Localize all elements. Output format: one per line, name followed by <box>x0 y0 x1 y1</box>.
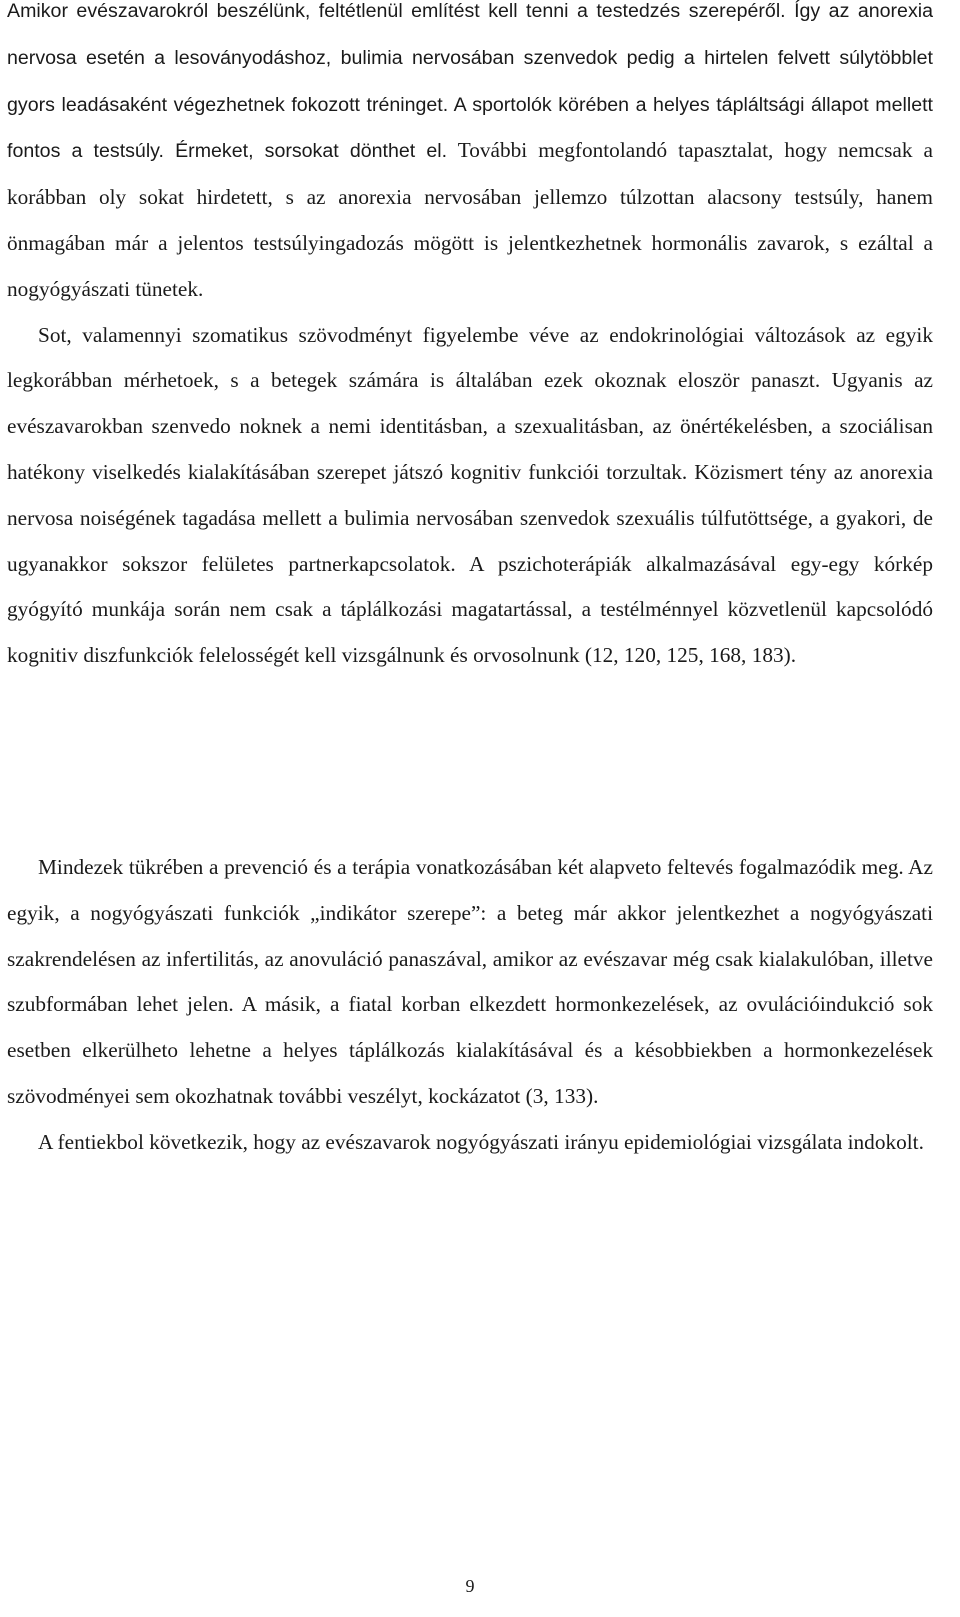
paragraph-exercise <box>7 0 933 313</box>
paragraph-prevention: Mindezek tükrében a prevenció és a terápia vonatkozásában két alapveto feltevés fogalmazódik meg. Az egyik, a nogyógyászati funkciók „indikátor szerepe”: a beteg már akkor jelentkezhet a nogyógyászati szakrendelésen az infertilitás, az anovuláció panaszával, amikor az evészavar még csak kialakulóban, illetve szubformában lehet jelen. A másik, a fiatal korban elkezdett hormonkezelések, az ovulációindukció sok esetben elkerülheto lehetne a helyes táplálkozás kialakításával és a késobbiekben a hormonkezelések szövodményei sem okozhatnak további veszélyt, kockázatot (3, 133). <box>7 855 933 1108</box>
text-block-lower <box>7 845 933 1166</box>
paragraph-exercise-serif-part: További megfontolandó tapasztalat, hogy nemcsak a korábban oly sokat hirdetett, s az anorexia nervosában jellemzo túlzottan alacsony testsúly, hanem önmagában már a jelentos testsúlyingadozás mögött is jelentkezhetnek hormonális zavarok, s ezáltal a nogyógyászati tünetek. <box>7 138 933 301</box>
page-number: 9 <box>465 1576 475 1596</box>
text-block-upper <box>7 0 933 679</box>
paragraph-exercise-sans-part: Amikor evészavarokról beszélünk, feltétlenül említést kell tenni a testedzés szerepéről. Így az anorexia nervosa esetén a lesoványodáshoz, bulimia nervosában szenvedok pedig a hirtelen felvett súlytöbblet gyors leadásaként végezhetnek fokozott tréninget. A sportolók körében a helyes tápláltsági állapot mellett fontos a testsúly. Érmeket, sorsokat dönthet el. <box>7 0 933 163</box>
paragraph-conclusion: A fentiekbol következik, hogy az evészavarok nogyógyászati irányu epidemiológiai vizsgálata indokolt. <box>38 1129 924 1154</box>
paragraph-endocrine: Sot, valamennyi szomatikus szövodményt figyelembe véve az endokrinológiai változások az egyik legkorábban mérhetoek, s a betegek számára is általában ezek okoznak eloször panaszt. Ugyanis az evészavarokban szenvedo noknek a nemi identitásban, a szexualitásban, az önértékelésben, a szociálisan hatékony viselkedés kialakításában szerepet játszó kognitiv funkciói torzultak. Közismert tény az anorexia nervosa noiségének tagadása mellett a bulimia nervosában szenvedok szexuális túlfutöttsége, a gyakori, de ugyanakkor sokszor felületes partnerkapcsolatok. A pszichoterápiák alkalmazásával egy-egy kórkép gyógyító munkája során nem csak a táplálkozási magatartással, a testélménnyel közvetlenül kapcsolódó kognitiv diszfunkciók felelosségét kell vizsgálnunk és orvosolnunk (12, 120, 125, 168, 183). <box>7 322 933 668</box>
